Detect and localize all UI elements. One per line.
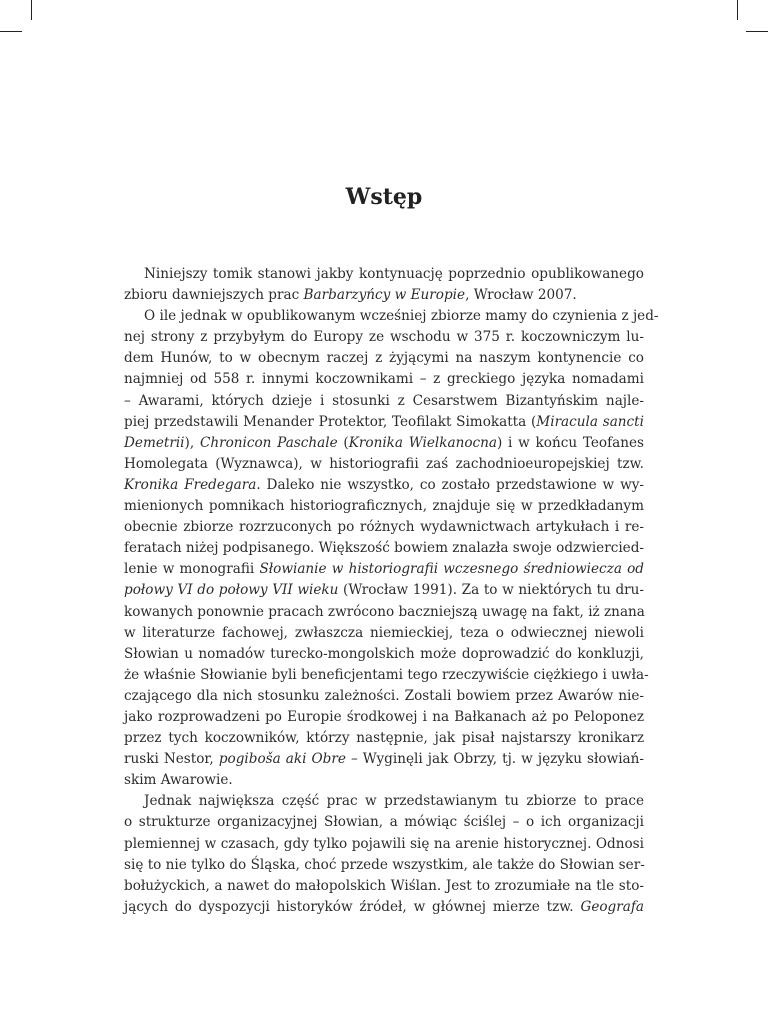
text-segment: piej przedstawili Menander Protektor, Teofilakt Simokatta (: [124, 413, 537, 430]
text-line: [124, 475, 644, 496]
crop-mark-left-horizontal: [0, 31, 22, 32]
text-line: [124, 433, 644, 454]
italic-title-text: Geografa: [580, 898, 644, 915]
text-line: przez tych koczowników, którzy następnie, jak pisał najstarszy kronikarz: [124, 730, 644, 747]
text-line: feratach niżej podpisanego. Większość bowiem znalazła swoje odzwiercied-: [124, 540, 645, 557]
text-line: kowanych ponownie pracach zwrócono baczniejszą uwagę na fakt, iż znana: [124, 603, 645, 620]
text-line: Słowian u nomadów turecko-mongolskich może doprowadzić do konkluzji,: [124, 645, 644, 662]
text-line: O ile jednak w opublikowanym wcześniej zbiorze mamy do czynienia z jed-: [144, 308, 659, 325]
italic-title-text: Barbarzyńcy w Europie: [303, 287, 466, 304]
text-line: obecnie zbiorze rozrzuconych po różnych wydawnictwach artykułach i re-: [124, 519, 644, 536]
italic-title-text: Kronika Wielkanocna: [348, 434, 497, 451]
page-title: Wstęp: [345, 184, 423, 210]
italic-title-text: Kronika Fredegara: [124, 476, 257, 493]
crop-mark-right-vertical: [737, 0, 738, 20]
italic-title-text: Miracula sancti: [536, 413, 644, 430]
text-line: – Awarami, których dzieje i stosunki z Cesarstwem Bizantyńskim najle-: [124, 392, 644, 409]
text-segment: zbioru dawniejszych prac: [124, 287, 304, 304]
italic-title-text: Chronicon Paschale: [199, 434, 338, 451]
crop-mark-left-vertical: [31, 0, 32, 20]
text-segment: lenie w monografii: [124, 561, 260, 578]
text-line: Homolegata (Wyznawca), w historiografii zaś zachodnioeuropejskiej tzw.: [124, 455, 644, 472]
text-line: [124, 412, 644, 433]
text-segment: , Wrocław 2007.: [465, 287, 577, 304]
italic-title-text: Słowianie w historiografii wczesnego średniowiecza od: [259, 561, 644, 578]
text-line: [124, 749, 644, 770]
text-segment: (Wrocław 1991). Za to w niektórych tu dru-: [338, 582, 645, 599]
text-line: skim Awarowie.: [124, 772, 233, 789]
text-line: [124, 559, 644, 580]
text-line: czającego dla nich stosunku zależności. Zostali bowiem przez Awarów nie-: [124, 687, 644, 704]
text-line: o strukturze organizacyjnej Słowian, a mówiąc ściślej – o ich organizacji: [124, 814, 644, 831]
text-segment: jących do dyspozycji historyków źródeł, w głównej mierze tzw.: [124, 898, 581, 915]
text-line: [124, 897, 644, 918]
text-line: dem Hunów, to w obecnym raczej z żyjącymi na naszym kontynencie co: [124, 350, 644, 367]
text-segment: ),: [184, 434, 200, 451]
text-line: Jednak największa część prac w przedstawianym tu zbiorze to prace: [144, 793, 644, 810]
italic-title-text: pogiboša aki Obre: [218, 751, 346, 768]
text-line: się to nie tylko do Śląska, choć przede wszystkim, ale także do Słowian ser-: [124, 856, 645, 873]
italic-title-text: połowy VI do połowy VII wieku: [124, 582, 339, 599]
text-segment: (: [337, 434, 349, 451]
text-line: plemiennej w czasach, gdy tylko pojawili się na arenie historycznej. Odnosi: [124, 835, 644, 852]
italic-title-text: Demetrii: [124, 434, 185, 451]
text-line: w literaturze fachowej, zwłaszcza niemieckiej, teza o odwiecznej niewoli: [124, 624, 644, 641]
text-line: [124, 580, 644, 601]
text-line: Niniejszy tomik stanowi jakby kontynuację poprzednio opublikowanego: [144, 266, 644, 282]
text-segment: – Wyginęli jak Obrzy, tj. w języku słowiań-: [345, 751, 645, 768]
text-line: że właśnie Słowianie byli beneficjentami tego rzeczywiście ciężkiego i uwła-: [124, 666, 649, 683]
text-line: nej strony z przybyłym do Europy ze wschodu w 375 r. koczowniczym lu-: [124, 329, 644, 346]
text-line: jako rozprowadzeni po Europie środkowej i na Bałkanach aż po Peloponez: [124, 708, 644, 725]
text-line: bołużyckich, a nawet do małopolskich Wiślan. Jest to zrozumiałe na tle sto-: [124, 877, 644, 894]
text-segment: . Daleko nie wszystko, co zostało przedstawione w wy-: [256, 476, 644, 493]
text-segment: ruski Nestor,: [124, 751, 219, 768]
text-segment: ) i w końcu Teofanes: [497, 434, 644, 451]
text-line: mienionych pomnikach historiograficznych, znajduje się w przedkładanym: [124, 498, 644, 515]
body-text: [124, 264, 659, 918]
text-line: najmniej od 558 r. innymi koczownikami – z greckiego języka nomadami: [124, 371, 644, 388]
text-line: [124, 285, 644, 306]
crop-mark-right-horizontal: [746, 31, 768, 32]
